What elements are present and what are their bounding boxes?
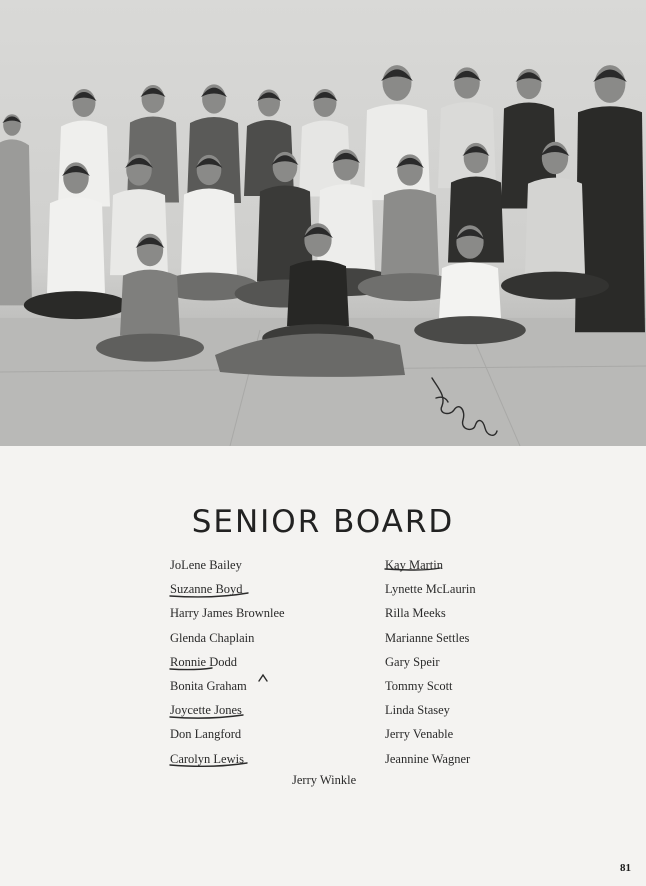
person-body [525, 178, 585, 274]
person-skirt [501, 272, 609, 300]
member-name: Glenda Chaplain [170, 630, 255, 645]
member-name: Lynette McLaurin [385, 582, 476, 597]
member-name-last: Jerry Winkle [292, 773, 357, 787]
member-name: Tommy Scott [385, 678, 453, 693]
person-body [364, 104, 430, 200]
person-body [47, 197, 105, 293]
member-name: Gary Speir [385, 654, 440, 669]
member-name: Marianne Settles [385, 630, 470, 645]
person-body [438, 102, 496, 188]
member-name: Carolyn Lewis [170, 751, 244, 766]
member-name: Joycette Jones [170, 703, 242, 718]
person-body [58, 121, 110, 207]
member-name: Jerry Venable [385, 727, 454, 742]
person-body [381, 189, 439, 275]
member-name: Ronnie Dodd [170, 654, 238, 669]
person-body [0, 139, 32, 305]
person-body [110, 189, 168, 275]
person-body [287, 260, 349, 326]
person-skirt [24, 291, 128, 319]
member-list-right [385, 553, 476, 771]
member-name: Harry James Brownlee [170, 606, 285, 621]
member-name: Don Langford [170, 727, 242, 742]
member-name: Kay Martin [385, 558, 443, 572]
member-list-left [170, 553, 285, 771]
member-name: Suzanne Boyd [170, 582, 243, 597]
page-title: SENIOR BOARD [191, 503, 455, 540]
member-name: Bonita Graham [170, 678, 247, 693]
person-body [181, 189, 237, 275]
person-skirt [414, 316, 526, 344]
person-body [575, 106, 645, 332]
person-body [120, 270, 180, 336]
member-name: Linda Stasey [385, 703, 450, 718]
person-body [439, 262, 501, 318]
person-skirt [96, 334, 204, 362]
member-name: Rilla Meeks [385, 606, 446, 621]
member-name: Jeannine Wagner [385, 751, 471, 766]
member-name: JoLene Bailey [170, 558, 242, 572]
page-number: 81 [620, 862, 631, 874]
